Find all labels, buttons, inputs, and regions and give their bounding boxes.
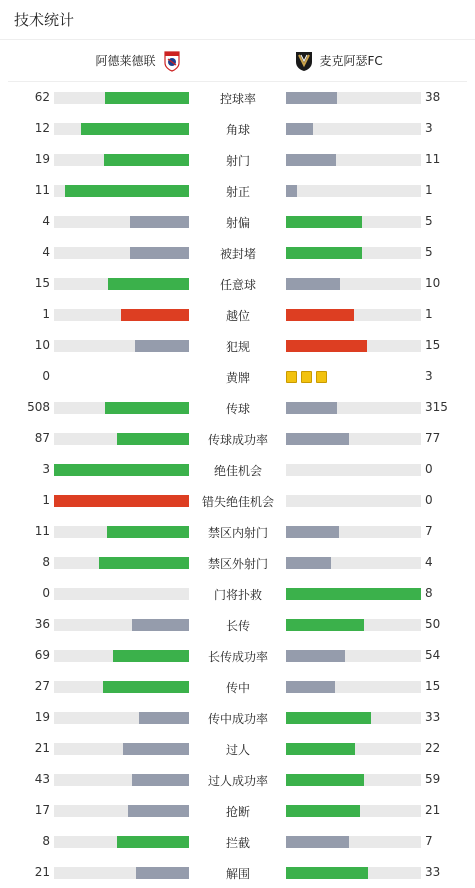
home-stat-value: 36 <box>34 617 50 631</box>
away-stat-value: 3 <box>425 369 433 383</box>
away-stat-bar-fill <box>286 154 336 166</box>
away-stat-bar <box>286 216 421 228</box>
home-stat-bar-fill <box>117 836 189 848</box>
home-stat-bar <box>54 867 189 879</box>
away-stat-value: 7 <box>425 834 433 848</box>
stat-row <box>0 485 475 516</box>
home-stat-bar-fill <box>121 309 189 321</box>
stat-row <box>0 361 475 392</box>
home-stat-bar <box>54 123 189 135</box>
yellow-card-icon <box>316 371 327 383</box>
away-stat-bar-fill <box>286 185 297 197</box>
away-stat-value: 15 <box>425 338 441 352</box>
home-stat-bar-fill <box>139 712 189 724</box>
away-stat-bar-fill <box>286 712 371 724</box>
home-stat-value: 10 <box>34 338 50 352</box>
home-stat-value: 0 <box>42 586 50 600</box>
home-team[interactable] <box>8 50 242 72</box>
away-stat-value: 4 <box>425 555 433 569</box>
stat-label: 长传成功率 <box>207 650 268 664</box>
away-stat-value: 11 <box>425 152 441 166</box>
stat-label: 长传 <box>225 619 250 633</box>
stat-label: 过人成功率 <box>207 774 268 788</box>
away-stat-value: 54 <box>425 648 441 662</box>
stat-label: 禁区外射门 <box>207 557 268 571</box>
stat-row <box>0 733 475 764</box>
home-stat-bar <box>54 650 189 662</box>
stat-label: 抢断 <box>225 805 250 819</box>
home-stat-bar <box>54 588 189 600</box>
stat-row <box>0 671 475 702</box>
yellow-card-icon <box>286 371 297 383</box>
home-stat-bar-fill <box>107 526 189 538</box>
stat-row <box>0 237 475 268</box>
away-stat-bar <box>286 495 421 507</box>
away-stat-bar <box>286 92 421 104</box>
away-stat-bar-fill <box>286 247 362 259</box>
away-stat-bar-fill <box>286 836 349 848</box>
away-stat-bar-fill <box>286 557 331 569</box>
home-stat-bar-fill <box>123 743 189 755</box>
home-stat-value: 508 <box>27 400 50 414</box>
away-stat-bar <box>286 712 421 724</box>
stat-row <box>0 82 475 113</box>
stat-label: 绝佳机会 <box>213 464 262 478</box>
stat-label: 错失绝佳机会 <box>201 495 274 509</box>
page-header <box>0 0 475 40</box>
home-stat-value: 21 <box>34 865 50 879</box>
home-stat-bar <box>54 464 189 476</box>
away-stat-bar <box>286 185 421 197</box>
home-stat-bar-fill <box>117 433 189 445</box>
stat-row <box>0 330 475 361</box>
stats-list <box>0 82 475 888</box>
stat-row <box>0 113 475 144</box>
home-stat-bar <box>54 774 189 786</box>
home-stat-bar <box>54 619 189 631</box>
home-stat-value: 19 <box>34 152 50 166</box>
home-stat-bar-fill <box>99 557 189 569</box>
home-stat-value: 8 <box>42 555 50 569</box>
away-stat-bar-fill <box>286 278 340 290</box>
stat-row <box>0 764 475 795</box>
away-stat-value: 33 <box>425 710 441 724</box>
away-stat-bar <box>286 650 421 662</box>
home-stat-bar <box>54 340 189 352</box>
away-stat-value: 21 <box>425 803 441 817</box>
home-stat-bar-fill <box>132 619 189 631</box>
stat-row <box>0 423 475 454</box>
away-stat-value: 10 <box>425 276 441 290</box>
home-stat-value: 3 <box>42 462 50 476</box>
stat-row <box>0 578 475 609</box>
home-stat-bar <box>54 712 189 724</box>
home-stat-bar-fill <box>108 278 189 290</box>
home-stat-bar <box>54 743 189 755</box>
home-stat-bar-fill <box>54 495 189 507</box>
away-stat-bar-fill <box>286 774 364 786</box>
home-stat-bar <box>54 185 189 197</box>
home-stat-value: 12 <box>34 121 50 135</box>
away-stat-bar <box>286 619 421 631</box>
home-stat-bar-fill <box>81 123 189 135</box>
away-stat-bar <box>286 557 421 569</box>
away-stat-bar <box>286 867 421 879</box>
away-stat-value: 15 <box>425 679 441 693</box>
away-stat-value: 33 <box>425 865 441 879</box>
home-stat-value: 17 <box>34 803 50 817</box>
home-stat-bar <box>54 805 189 817</box>
stat-label: 任意球 <box>219 278 256 292</box>
away-stat-bar-fill <box>286 681 335 693</box>
away-stat-value: 50 <box>425 617 441 631</box>
home-stat-bar <box>54 557 189 569</box>
away-stat-bar <box>286 681 421 693</box>
away-stat-bar-fill <box>286 650 345 662</box>
away-stat-bar-fill <box>286 743 355 755</box>
stat-row <box>0 392 475 423</box>
away-stat-bar <box>286 154 421 166</box>
away-stat-value: 0 <box>425 462 433 476</box>
home-stat-bar <box>54 402 189 414</box>
away-stat-value: 22 <box>425 741 441 755</box>
away-stat-bar <box>286 774 421 786</box>
home-stat-bar-fill <box>135 340 189 352</box>
stat-row <box>0 175 475 206</box>
stat-row <box>0 702 475 733</box>
stat-label: 禁区内射门 <box>207 526 268 540</box>
home-stat-bar <box>54 216 189 228</box>
away-stat-bar-fill <box>286 309 354 321</box>
away-stat-bar <box>286 526 421 538</box>
away-stat-bar-fill <box>286 588 421 600</box>
stat-label: 传中成功率 <box>207 712 268 726</box>
home-stat-value: 4 <box>42 214 50 228</box>
home-stat-value: 4 <box>42 245 50 259</box>
away-stat-value: 1 <box>425 307 433 321</box>
home-stat-bar <box>54 247 189 259</box>
home-stat-bar-fill <box>130 216 189 228</box>
home-stat-value: 15 <box>34 276 50 290</box>
home-stat-bar <box>54 433 189 445</box>
home-stat-value: 1 <box>42 493 50 507</box>
home-stat-value: 0 <box>42 369 50 383</box>
away-stat-value: 1 <box>425 183 433 197</box>
away-stat-bar <box>286 309 421 321</box>
adelaide-united-badge-icon <box>162 50 182 72</box>
stat-label: 越位 <box>225 309 250 323</box>
stat-label: 门将扑救 <box>213 588 262 602</box>
stat-label: 传中 <box>225 681 250 695</box>
away-stat-bar-fill <box>286 340 367 352</box>
away-stat-bar <box>286 743 421 755</box>
away-stat-bar <box>286 278 421 290</box>
stat-row <box>0 547 475 578</box>
home-stat-value: 19 <box>34 710 50 724</box>
stat-row <box>0 795 475 826</box>
teams-row <box>8 40 467 82</box>
stat-row <box>0 640 475 671</box>
stat-row <box>0 144 475 175</box>
home-stat-bar-fill <box>128 805 189 817</box>
home-stat-bar-fill <box>130 247 189 259</box>
home-stat-bar-fill <box>105 402 189 414</box>
home-stat-bar <box>54 278 189 290</box>
stat-label: 被封堵 <box>219 247 256 261</box>
yellow-card-icon <box>301 371 312 383</box>
away-stat-bar-fill <box>286 867 368 879</box>
away-stat-bar-fill <box>286 92 337 104</box>
home-stat-value: 27 <box>34 679 50 693</box>
away-stat-value: 7 <box>425 524 433 538</box>
stat-label: 解围 <box>225 867 250 881</box>
stat-row <box>0 299 475 330</box>
home-stat-value: 11 <box>34 183 50 197</box>
away-stat-bar-fill <box>286 619 364 631</box>
home-stat-bar <box>54 309 189 321</box>
home-stat-bar <box>54 836 189 848</box>
home-stat-bar-fill <box>104 154 189 166</box>
away-stat-value: 315 <box>425 400 448 414</box>
home-stat-value: 87 <box>34 431 50 445</box>
away-stat-bar-fill <box>286 805 360 817</box>
away-stat-bar-fill <box>286 433 349 445</box>
stat-row <box>0 454 475 485</box>
away-stat-bar <box>286 247 421 259</box>
stat-row <box>0 609 475 640</box>
away-stat-bar-fill <box>286 216 362 228</box>
home-stat-bar-fill <box>132 774 189 786</box>
stat-label: 射门 <box>225 154 250 168</box>
home-stat-value: 1 <box>42 307 50 321</box>
home-stat-bar <box>54 495 189 507</box>
away-stat-bar <box>286 433 421 445</box>
stat-row <box>0 826 475 857</box>
stat-row <box>0 516 475 547</box>
home-stat-value: 11 <box>34 524 50 538</box>
away-stat-value: 5 <box>425 245 433 259</box>
stat-row <box>0 268 475 299</box>
away-stat-bar <box>286 836 421 848</box>
stat-label: 犯规 <box>225 340 250 354</box>
stat-label: 黄牌 <box>225 371 250 385</box>
away-stat-bar <box>286 123 421 135</box>
away-stat-value: 77 <box>425 431 441 445</box>
home-stat-value: 8 <box>42 834 50 848</box>
stat-label: 拦截 <box>225 836 250 850</box>
stat-label: 传球成功率 <box>207 433 268 447</box>
macarthur-fc-badge-icon <box>294 50 314 72</box>
away-stat-value: 5 <box>425 214 433 228</box>
home-stat-value: 62 <box>34 90 50 104</box>
home-stat-bar-fill <box>103 681 189 693</box>
away-stat-bar <box>286 464 421 476</box>
home-stat-bar <box>54 526 189 538</box>
yellow-cards <box>286 371 327 383</box>
home-stat-bar-fill <box>65 185 189 197</box>
home-stat-value: 43 <box>34 772 50 786</box>
away-stat-value: 38 <box>425 90 441 104</box>
stat-row <box>0 206 475 237</box>
away-stat-value: 0 <box>425 493 433 507</box>
home-stat-bar-fill <box>105 92 189 104</box>
away-stat-value: 3 <box>425 121 433 135</box>
away-stat-bar <box>286 340 421 352</box>
home-stat-value: 69 <box>34 648 50 662</box>
away-stat-bar <box>286 805 421 817</box>
stat-label: 射偏 <box>225 216 250 230</box>
stat-label: 传球 <box>225 402 250 416</box>
away-stat-value: 59 <box>425 772 441 786</box>
home-stat-bar <box>54 92 189 104</box>
home-stat-bar-fill <box>136 867 189 879</box>
stat-label: 控球率 <box>219 92 256 106</box>
page-title: 技术统计 <box>14 11 75 29</box>
away-stat-bar-fill <box>286 526 339 538</box>
home-stat-bar <box>54 681 189 693</box>
away-team-name: 麦克阿瑟FC <box>319 54 383 68</box>
home-stat-bar <box>54 154 189 166</box>
away-stat-bar <box>286 588 421 600</box>
home-team-name: 阿德莱德联 <box>95 54 156 68</box>
stat-row <box>0 857 475 888</box>
away-stat-value: 8 <box>425 586 433 600</box>
away-stat-bar <box>286 402 421 414</box>
away-stat-bar-fill <box>286 123 313 135</box>
stat-label: 射正 <box>225 185 250 199</box>
away-stat-bar-fill <box>286 402 337 414</box>
stat-label: 过人 <box>225 743 250 757</box>
home-stat-bar-fill <box>54 464 189 476</box>
home-stat-bar-fill <box>113 650 189 662</box>
home-stat-value: 21 <box>34 741 50 755</box>
away-team[interactable] <box>242 50 468 72</box>
stat-label: 角球 <box>225 123 250 137</box>
